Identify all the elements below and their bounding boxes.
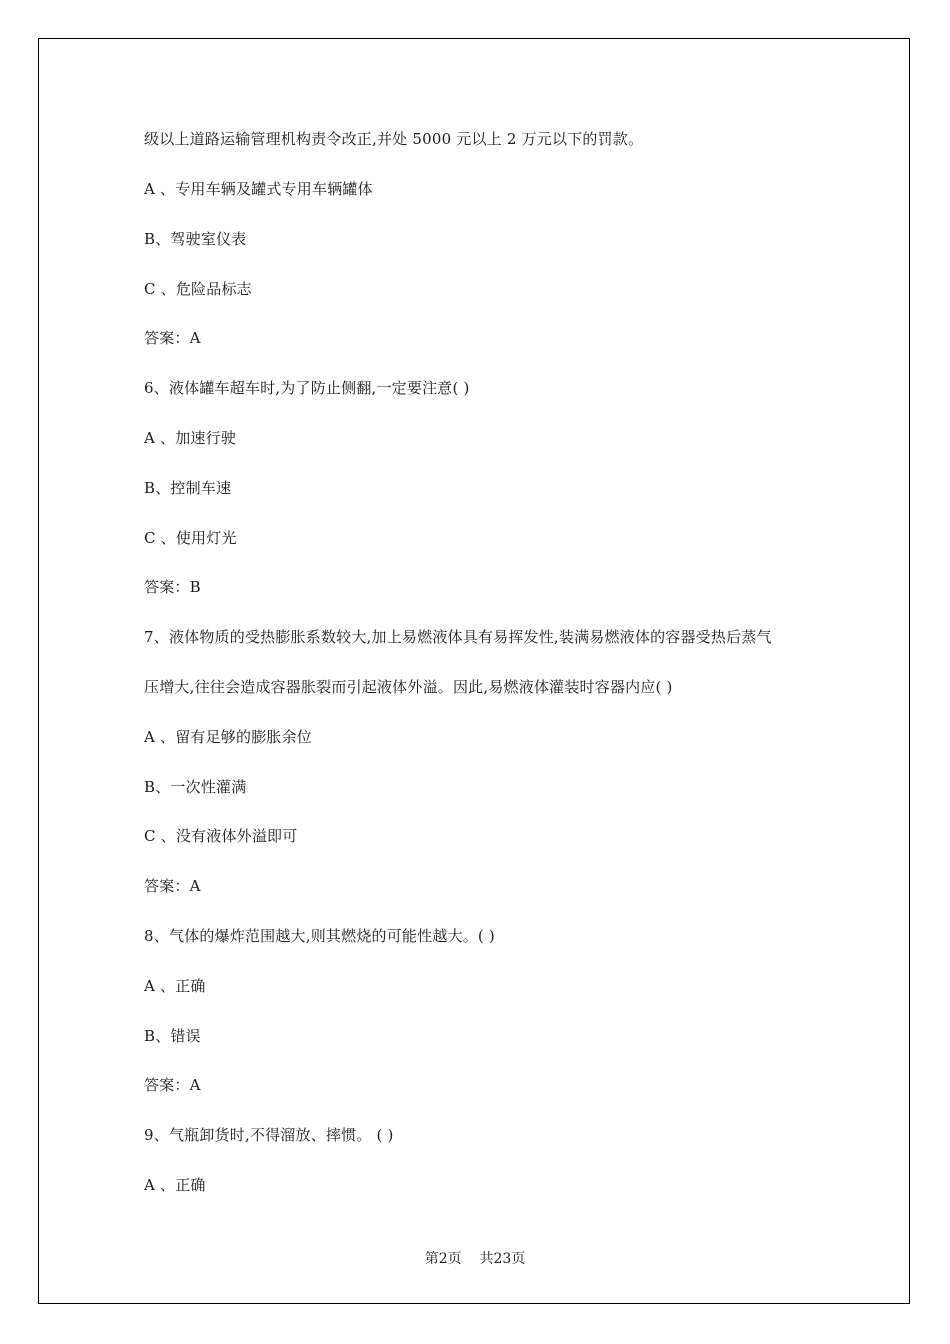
question-9: 9、气瓶卸货时,不得溜放、摔惯。 ( ) [144, 1126, 394, 1144]
question-8: 8、气体的爆炸范围越大,则其燃烧的可能性越大。( ) [144, 927, 495, 945]
option-b: B、控制车速 [144, 479, 232, 497]
option-b: B、一次性灌满 [144, 778, 247, 796]
answer-5: 答案：A [144, 329, 201, 347]
option-a: A 、专用车辆及罐式专用车辆罐体 [144, 180, 373, 198]
question-6: 6、液体罐车超车时,为了防止侧翻,一定要注意( ) [144, 379, 470, 397]
option-b: B、驾驶室仪表 [144, 230, 247, 248]
option-c: C 、使用灯光 [144, 529, 237, 547]
answer-8: 答案：A [144, 1076, 201, 1094]
option-a: A 、正确 [144, 977, 206, 995]
question-7-line-1: 7、液体物质的受热膨胀系数较大,加上易燃液体具有易挥发性,装满易燃液体的容器受热后蒸气 [144, 628, 772, 646]
page-number-footer: 第2页 共23页 [424, 1251, 526, 1267]
option-a: A 、留有足够的膨胀余位 [144, 728, 313, 746]
option-c: C 、危险品标志 [144, 280, 252, 298]
option-a: A 、加速行驶 [144, 429, 237, 447]
option-a: A 、正确 [144, 1176, 206, 1194]
question-7-line-2: 压增大,往往会造成容器胀裂而引起液体外溢。因此,易燃液体灌装时容器内应( ) [144, 678, 673, 696]
option-b: B、错误 [144, 1027, 201, 1045]
answer-6: 答案：B [144, 578, 201, 596]
page-frame [38, 38, 910, 1304]
answer-7: 答案：A [144, 877, 201, 895]
text-line-penalty: 级以上道路运输管理机构责令改正,并处 5000 元以上 2 万元以下的罚款。 [144, 130, 644, 148]
option-c: C 、没有液体外溢即可 [144, 827, 298, 845]
